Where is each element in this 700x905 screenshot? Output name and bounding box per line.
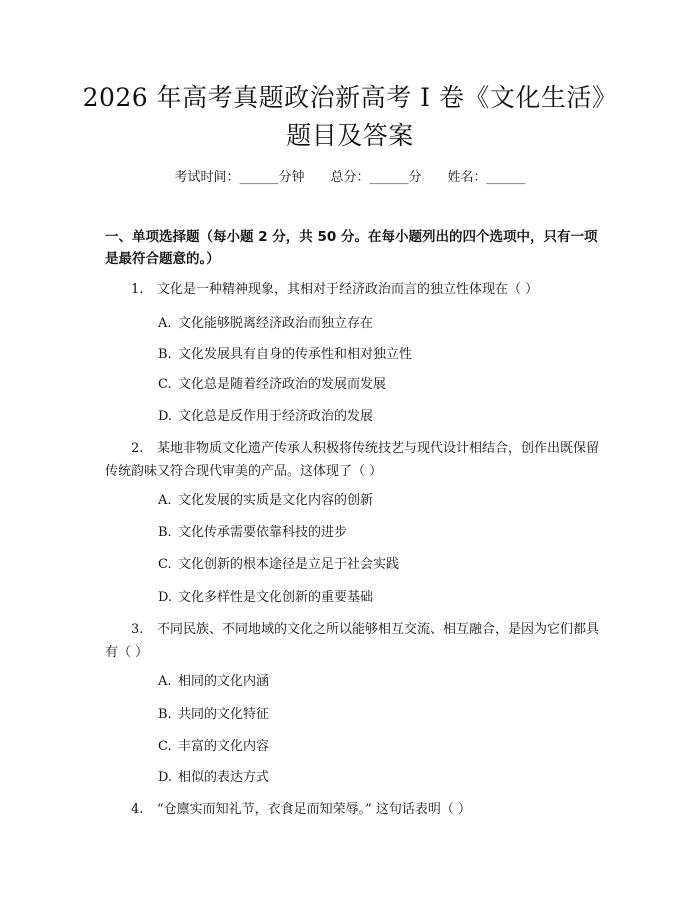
question-stem: “仓廪实而知礼节，衣食足而知荣辱。” 这句话表明（ ） xyxy=(157,802,472,817)
option-letter: B. xyxy=(158,525,172,540)
question-2 xyxy=(105,437,600,483)
total-score-field: 总分：______分 xyxy=(330,170,422,185)
question-stem: 某地非物质文化遗产传承人积极将传统技艺与现代设计相结合，创作出既保留传统韵味又符合现代审美的产品。这体现了（ ） xyxy=(105,441,600,479)
question-number: 4. xyxy=(131,802,144,817)
option-letter: D. xyxy=(158,409,173,424)
option-text: 文化发展的实质是文化内容的创新 xyxy=(178,493,374,508)
option-letter: A. xyxy=(158,674,172,689)
option-text: 共同的文化特征 xyxy=(178,707,270,722)
exam-time-field: 考试时间：______分钟 xyxy=(174,170,305,185)
question-2-option-b xyxy=(158,523,347,543)
question-3-option-d xyxy=(158,768,269,788)
question-number: 1. xyxy=(131,282,144,297)
question-2-option-a xyxy=(158,491,373,511)
question-stem: 不同民族、不同地域的文化之所以能够相互交流、相互融合，是因为它们都具有（ ） xyxy=(105,622,600,660)
option-text: 文化创新的根本途径是立足于社会实践 xyxy=(178,557,400,572)
question-2-option-d xyxy=(158,588,373,608)
question-1-option-d xyxy=(158,407,373,427)
option-text: 相同的文化内涵 xyxy=(178,674,270,689)
option-letter: A. xyxy=(158,493,172,508)
option-text: 文化发展具有自身的传承性和相对独立性 xyxy=(178,347,413,362)
question-3-option-c xyxy=(158,737,269,757)
question-number: 2. xyxy=(131,441,144,456)
question-1-option-a xyxy=(158,314,373,334)
question-stem: 文化是一种精神现象，其相对于经济政治而言的独立性体现在（ ） xyxy=(157,282,539,297)
exam-meta xyxy=(0,166,700,190)
question-4 xyxy=(105,798,600,821)
option-letter: A. xyxy=(158,316,172,331)
page-title: 2026 年高考真题政治新高考 I 卷《文化生活》题目及答案 xyxy=(82,83,618,150)
option-letter: B. xyxy=(158,707,172,722)
option-text: 文化多样性是文化创新的重要基础 xyxy=(178,590,374,605)
option-letter: C. xyxy=(158,739,172,754)
question-3 xyxy=(105,618,600,664)
option-letter: B. xyxy=(158,347,172,362)
option-letter: D. xyxy=(158,770,173,785)
option-text: 丰富的文化内容 xyxy=(178,739,270,754)
question-1-option-c xyxy=(158,375,386,395)
question-2-option-c xyxy=(158,555,399,575)
option-letter: C. xyxy=(158,557,172,572)
option-text: 文化总是反作用于经济政治的发展 xyxy=(178,409,374,424)
question-3-option-b xyxy=(158,705,269,725)
option-text: 文化总是随着经济政治的发展而发展 xyxy=(178,377,387,392)
student-name-field: 姓名：______ xyxy=(447,170,526,185)
question-3-option-a xyxy=(158,672,269,692)
question-1-option-b xyxy=(158,345,412,365)
option-letter: D. xyxy=(158,590,173,605)
question-1 xyxy=(105,278,600,301)
option-text: 文化传承需要依靠科技的进步 xyxy=(178,525,348,540)
section-heading: 一、单项选择题（每小题 2 分，共 50 分。在每小题列出的四个选项中，只有一项是最符合题意的。） xyxy=(105,229,598,267)
option-letter: C. xyxy=(158,377,172,392)
option-text: 文化能够脱离经济政治而独立存在 xyxy=(178,316,374,331)
question-number: 3. xyxy=(131,622,144,637)
option-text: 相似的表达方式 xyxy=(178,770,270,785)
